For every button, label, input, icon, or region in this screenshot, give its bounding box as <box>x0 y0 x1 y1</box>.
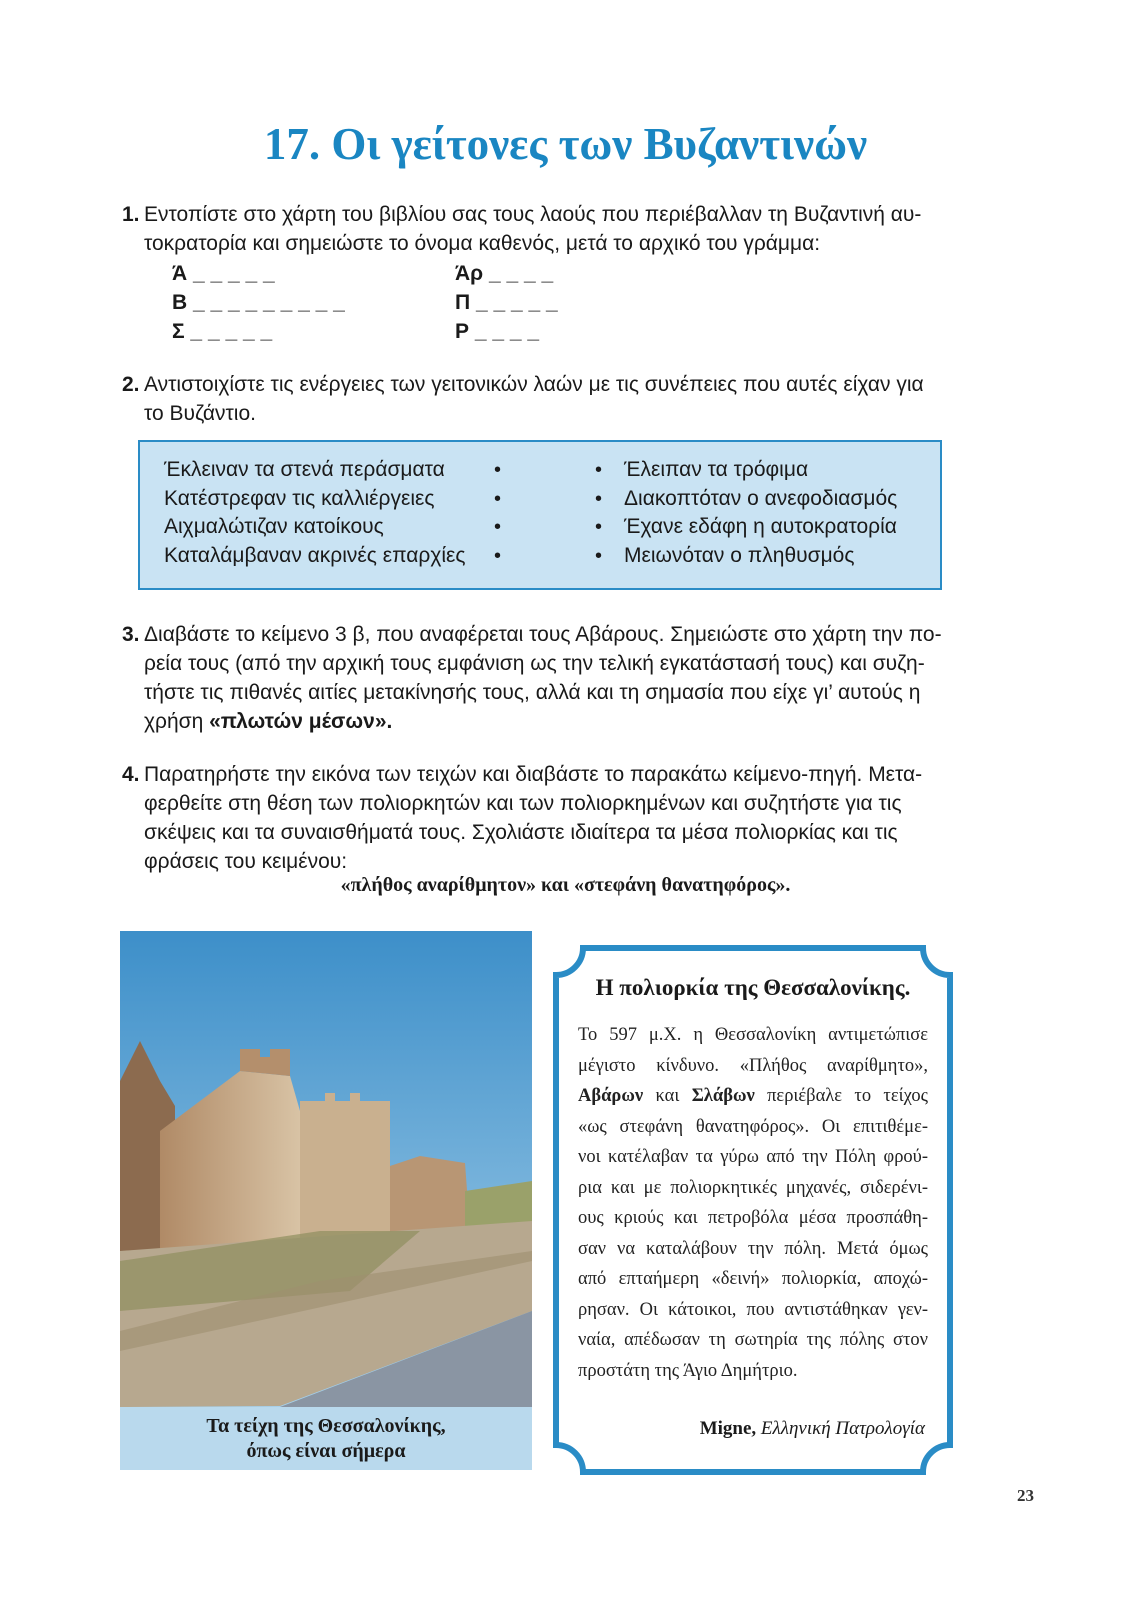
caption-line: όπως είναι σήμερα <box>246 1440 406 1462</box>
exercise-text-line: Εντοπίστε στο χάρτη του βιβλίου σας τους λαούς που περιέβαλλαν τη Βυζαντινή αυ- <box>144 203 922 226</box>
exercise-text-line: τοκρατορία και σημειώστε το όνομα καθενός, μετά το αρχικό του γράμμα: <box>144 232 821 255</box>
source-line: Το 597 μ.Χ. η Θεσσαλονίκη αντιμετώπισε <box>578 1025 928 1045</box>
action-item: Αιχμαλώτιζαν κατοίκους <box>164 515 384 538</box>
bold-term: «πλωτών μέσων». <box>209 710 393 733</box>
source-author: Migne, <box>699 1418 757 1439</box>
match-point[interactable]: • <box>595 544 603 567</box>
photo-caption <box>120 1407 532 1470</box>
left-bullets <box>494 456 501 570</box>
initials-right <box>455 259 558 346</box>
initial-blank: Άρ _ _ _ _ <box>455 262 554 285</box>
consequences-column <box>624 456 897 570</box>
initials-left <box>172 259 345 346</box>
bold-term: Σλάβων <box>691 1086 755 1106</box>
initial-blank: Σ _ _ _ _ _ <box>172 320 273 343</box>
action-item: Κατέστρεφαν τις καλλιέργειες <box>164 486 435 510</box>
source-line: «ως στεφάνη θανατηφόρος». Οι επιτιθέμε- <box>578 1116 928 1137</box>
initial-blank: Β _ _ _ _ _ _ _ _ _ <box>172 291 345 314</box>
initial-blank: Ρ _ _ _ _ <box>455 320 540 343</box>
consequence-item: Μειωνόταν ο πληθυσμός <box>624 543 855 567</box>
text-span: και <box>643 1086 692 1106</box>
text-span: χρήση <box>144 710 210 733</box>
exercise-4 <box>122 760 962 876</box>
actions-column <box>164 456 466 570</box>
exercise-number: 2. <box>122 373 140 396</box>
initial-blank: Ά _ _ _ _ _ <box>172 262 275 285</box>
source-line: ρησαν. Οι κάτοικοι, που αντιστάθηκαν γεν- <box>578 1299 928 1320</box>
source-line: από επταήμερη «δεινή» πολιορκία, αποχώ- <box>578 1269 928 1289</box>
source-line: προστάτη της Άγιο Δημήτριο. <box>578 1360 798 1381</box>
action-item: Έκλειναν τα στενά περάσματα <box>164 458 445 481</box>
right-bullets <box>595 456 602 570</box>
exercise-text-line: φερθείτε στη θέση των πολιορκητών και των πολιορκημένων και συζητήστε για τις <box>144 792 902 815</box>
exercise-text-line: Αντιστοιχίστε τις ενέργειες των γειτονικών λαών με τις συνέπειες που αυτές είχαν για <box>144 373 924 396</box>
consequence-item: Διακοπτόταν ο ανεφοδιασμός <box>624 486 898 510</box>
exercise-2 <box>122 370 962 428</box>
match-point[interactable]: • <box>595 459 603 481</box>
source-line: ναία, απέδωσαν τη σωτηρία της πόλης στον <box>578 1330 928 1350</box>
bold-term: Αβάρων <box>578 1086 644 1106</box>
exercise-text-line: Διαβάστε το κείμενο 3 β, που αναφέρεται τους Αβάρους. Σημειώστε στο χάρτη την πο- <box>144 623 942 646</box>
exercise-text-line: τήστε τις πιθανές αιτίες μετακίνησής τους, αλλά και τη σημασία που είχε γι’ αυτούς η <box>144 681 921 704</box>
source-line: ρια και με πολιορκητικές μηχανές, σιδερένι- <box>578 1177 928 1198</box>
source-line: νοι κατέλαβαν τα γύρω από την Πόλη φρού- <box>578 1147 928 1167</box>
match-point[interactable]: • <box>494 459 502 481</box>
source-line: σαν να καταλάβουν την πόλη. Μετά όμως <box>578 1238 928 1259</box>
match-point[interactable]: • <box>494 544 502 567</box>
page-number: 23 <box>1017 1486 1034 1505</box>
match-point[interactable]: • <box>595 516 603 538</box>
text-span: περιέβαλε το τείχος <box>754 1086 928 1106</box>
walls-photo <box>120 931 532 1407</box>
exercise-text-line: το Βυζάντιο. <box>144 402 256 425</box>
quoted-phrases: «πλήθος αναρίθμητον» και «στεφάνη θανατηφόρος». <box>340 874 791 896</box>
match-point[interactable]: • <box>494 487 502 510</box>
initial-blank: Π _ _ _ _ _ <box>455 291 558 314</box>
exercise-text-line: Παρατηρήστε την εικόνα των τειχών και διαβάστε το παρακάτω κείμενο-πηγή. Μετα- <box>144 763 923 786</box>
action-item: Καταλάμβαναν ακρινές επαρχίες <box>164 543 466 567</box>
source-line <box>578 1081 928 1112</box>
matching-box <box>138 440 942 590</box>
exercise-number: 3. <box>122 623 140 646</box>
source-text <box>578 1020 928 1386</box>
exercise-text-line: φράσεις του κειμένου: <box>144 850 348 873</box>
source-title: Η πολιορκία της Θεσσαλονίκης. <box>595 975 911 1000</box>
source-citation <box>553 1418 925 1440</box>
exercise-number: 4. <box>122 763 140 786</box>
page-title: 17. Οι γείτονες των Βυζαντινών <box>263 119 868 169</box>
source-line: ους κριούς και πετροβόλα μέσα προσπάθη- <box>578 1208 928 1228</box>
match-point[interactable]: • <box>595 487 603 510</box>
match-point[interactable]: • <box>494 516 502 538</box>
consequence-item: Έχανε εδάφη η αυτοκρατορία <box>624 515 897 538</box>
source-work: Ελληνική Πατρολογία <box>760 1418 925 1439</box>
caption-line: Τα τείχη της Θεσσαλονίκης, <box>206 1415 446 1437</box>
consequence-item: Έλειπαν τα τρόφιμα <box>624 458 809 481</box>
exercise-text-line: σκέψεις και τα συναισθήματά τους. Σχολιάστε ιδιαίτερα τα μέσα πολιορκίας και τις <box>144 821 898 844</box>
exercise-3 <box>122 620 962 736</box>
exercise-number: 1. <box>122 203 140 226</box>
exercise-text-line <box>144 707 962 736</box>
source-line: μέγιστο κίνδυνο. «Πλήθος αναρίθμητο», <box>578 1055 928 1076</box>
exercise-text-line: ρεία τους (από την αρχική τους εμφάνιση ως την τελική εγκατάστασή τους) και συζη- <box>144 652 925 675</box>
exercise-1 <box>122 200 962 258</box>
